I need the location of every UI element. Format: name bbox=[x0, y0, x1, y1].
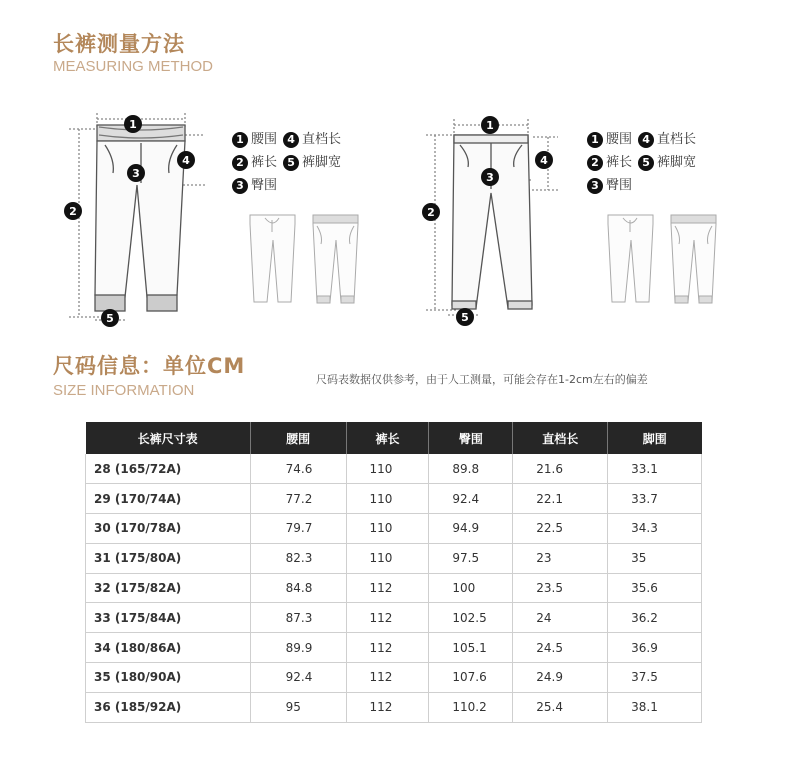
number-icon: 4 bbox=[638, 132, 654, 148]
measurement-cell: 21.6 bbox=[513, 454, 608, 484]
section-subtitle-size: SIZE INFORMATION bbox=[53, 382, 195, 399]
column-header: 臀围 bbox=[429, 422, 513, 454]
svg-text:3: 3 bbox=[486, 171, 494, 184]
table-row bbox=[86, 692, 702, 722]
measurement-cell: 89.9 bbox=[250, 633, 346, 663]
measurement-cell: 89.8 bbox=[429, 454, 513, 484]
measurement-cell: 110 bbox=[346, 543, 429, 573]
size-cell: 29 (170/74A) bbox=[86, 484, 251, 514]
legend-label: 裤脚宽 bbox=[657, 155, 697, 170]
measurement-cell: 22.1 bbox=[513, 484, 608, 514]
size-cell: 28 (165/72A) bbox=[86, 454, 251, 484]
size-cell: 30 (170/78A) bbox=[86, 514, 251, 544]
column-header: 脚围 bbox=[608, 422, 702, 454]
measurement-cell: 95 bbox=[250, 692, 346, 722]
number-icon: 4 bbox=[283, 132, 299, 148]
number-icon: 2 bbox=[587, 155, 603, 171]
legend-label: 直档长 bbox=[302, 132, 342, 147]
legend-label: 裤长 bbox=[251, 155, 278, 170]
measurement-cell: 25.4 bbox=[513, 692, 608, 722]
measurement-cell: 94.9 bbox=[429, 514, 513, 544]
table-row bbox=[86, 663, 702, 693]
size-cell: 35 (180/90A) bbox=[86, 663, 251, 693]
svg-text:1: 1 bbox=[486, 119, 494, 132]
measurement-cell: 36.9 bbox=[608, 633, 702, 663]
legend-label: 腰围 bbox=[606, 132, 633, 147]
measurement-cell: 100 bbox=[429, 573, 513, 603]
legend-label: 臀围 bbox=[251, 178, 278, 193]
column-header: 腰围 bbox=[250, 422, 346, 454]
column-header: 裤长 bbox=[346, 422, 429, 454]
measurement-cell: 102.5 bbox=[429, 603, 513, 633]
jogger-pants-diagram bbox=[55, 105, 225, 330]
measurement-cell: 112 bbox=[346, 633, 429, 663]
number-icon: 2 bbox=[232, 155, 248, 171]
number-icon: 3 bbox=[232, 178, 248, 194]
table-row bbox=[86, 514, 702, 544]
number-icon: 3 bbox=[587, 178, 603, 194]
size-cell: 33 (175/84A) bbox=[86, 603, 251, 633]
section-subtitle-measuring: MEASURING METHOD bbox=[53, 58, 214, 75]
legend-label: 裤长 bbox=[606, 155, 633, 170]
measurement-cell: 79.7 bbox=[250, 514, 346, 544]
jogger-thumbnails bbox=[245, 210, 370, 315]
number-icon: 5 bbox=[283, 155, 299, 171]
number-icon: 5 bbox=[638, 155, 654, 171]
size-note: 尺码表数据仅供参考，由于人工测量，可能会存在1-2cm左右的偏差 bbox=[316, 373, 648, 386]
legend-label: 臀围 bbox=[606, 178, 633, 193]
measurement-cell: 33.7 bbox=[608, 484, 702, 514]
size-cell: 31 (175/80A) bbox=[86, 543, 251, 573]
jeans-diagram bbox=[418, 105, 588, 330]
measurement-cell: 97.5 bbox=[429, 543, 513, 573]
jeans-thumbnails bbox=[603, 210, 728, 315]
legend-label: 裤脚宽 bbox=[302, 155, 342, 170]
svg-text:4: 4 bbox=[540, 154, 548, 167]
table-header-row bbox=[86, 422, 702, 454]
measurement-cell: 24.5 bbox=[513, 633, 608, 663]
measurement-cell: 92.4 bbox=[429, 484, 513, 514]
measurement-cell: 84.8 bbox=[250, 573, 346, 603]
measurement-cell: 112 bbox=[346, 573, 429, 603]
table-row bbox=[86, 633, 702, 663]
measurement-cell: 105.1 bbox=[429, 633, 513, 663]
svg-text:1: 1 bbox=[129, 118, 137, 131]
measurement-cell: 37.5 bbox=[608, 663, 702, 693]
table-row bbox=[86, 573, 702, 603]
size-table bbox=[85, 422, 702, 723]
measurement-cell: 38.1 bbox=[608, 692, 702, 722]
section-title-measuring: 长裤测量方法 bbox=[53, 32, 185, 56]
measurement-cell: 35 bbox=[608, 543, 702, 573]
number-icon: 1 bbox=[232, 132, 248, 148]
svg-text:3: 3 bbox=[132, 167, 140, 180]
size-cell: 36 (185/92A) bbox=[86, 692, 251, 722]
measurement-cell: 24.9 bbox=[513, 663, 608, 693]
measurement-cell: 23 bbox=[513, 543, 608, 573]
svg-text:5: 5 bbox=[461, 311, 469, 324]
measurement-cell: 107.6 bbox=[429, 663, 513, 693]
column-header: 直档长 bbox=[513, 422, 608, 454]
section-title-size: 尺码信息：单位CM bbox=[53, 354, 246, 378]
table-row bbox=[86, 484, 702, 514]
measurement-cell: 92.4 bbox=[250, 663, 346, 693]
measurement-cell: 74.6 bbox=[250, 454, 346, 484]
measurement-cell: 35.6 bbox=[608, 573, 702, 603]
measurement-cell: 110 bbox=[346, 514, 429, 544]
legend-label: 腰围 bbox=[251, 132, 278, 147]
measurement-cell: 112 bbox=[346, 603, 429, 633]
size-cell: 32 (175/82A) bbox=[86, 573, 251, 603]
column-header: 长裤尺寸表 bbox=[86, 422, 251, 454]
measurement-cell: 24 bbox=[513, 603, 608, 633]
table-row bbox=[86, 603, 702, 633]
table-row bbox=[86, 454, 702, 484]
size-cell: 34 (180/86A) bbox=[86, 633, 251, 663]
measurement-cell: 23.5 bbox=[513, 573, 608, 603]
legend-label: 直档长 bbox=[657, 132, 697, 147]
measurement-cell: 112 bbox=[346, 663, 429, 693]
number-icon: 1 bbox=[587, 132, 603, 148]
measurement-cell: 110 bbox=[346, 454, 429, 484]
measurement-cell: 87.3 bbox=[250, 603, 346, 633]
table-row bbox=[86, 543, 702, 573]
measurement-cell: 22.5 bbox=[513, 514, 608, 544]
measurement-cell: 110.2 bbox=[429, 692, 513, 722]
measurement-cell: 36.2 bbox=[608, 603, 702, 633]
svg-text:2: 2 bbox=[427, 206, 435, 219]
measurement-cell: 112 bbox=[346, 692, 429, 722]
legend-right bbox=[587, 128, 702, 197]
svg-text:2: 2 bbox=[69, 205, 77, 218]
svg-text:4: 4 bbox=[182, 154, 190, 167]
legend-left bbox=[232, 128, 347, 197]
measurement-cell: 82.3 bbox=[250, 543, 346, 573]
measurement-cell: 34.3 bbox=[608, 514, 702, 544]
measurement-cell: 33.1 bbox=[608, 454, 702, 484]
measurement-cell: 77.2 bbox=[250, 484, 346, 514]
svg-text:5: 5 bbox=[106, 312, 114, 325]
measurement-cell: 110 bbox=[346, 484, 429, 514]
